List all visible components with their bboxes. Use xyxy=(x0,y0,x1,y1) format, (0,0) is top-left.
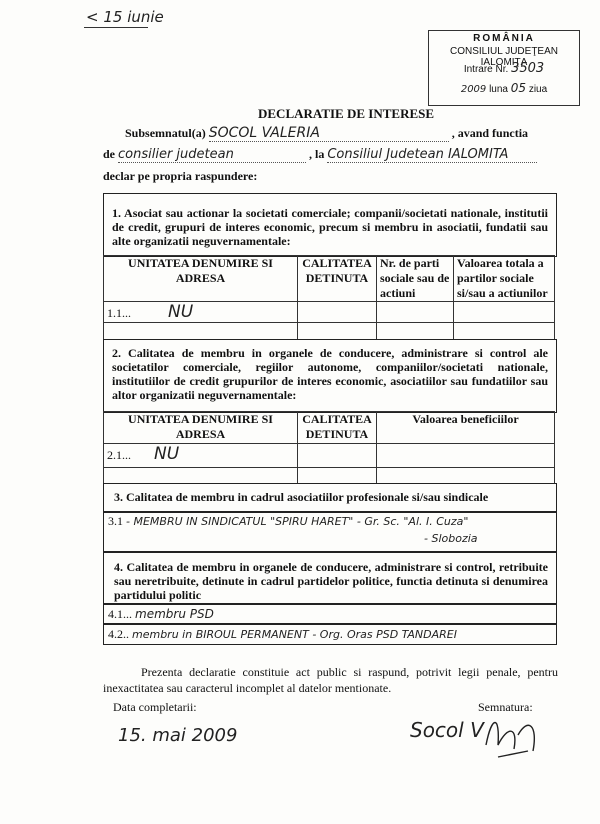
cell-empty xyxy=(377,302,454,323)
stamp-year: 2009 xyxy=(460,84,487,95)
section-4-text: 4. Calitatea de membru in organele de conducere, administrare si control, retribuite sau neretribuite, detinute in cadrul partidelor politice, functia detinuta si denumirea partidului politic xyxy=(114,560,548,602)
table-row xyxy=(104,444,555,468)
stamp-country: ROMÂNIA xyxy=(473,33,535,44)
section-4-box xyxy=(103,551,557,605)
cell-empty xyxy=(298,323,377,340)
top-note: < 15 iunie xyxy=(86,8,164,26)
row-value: NU xyxy=(168,302,194,322)
row-value: - MEMBRU IN SINDICATUL "SPIRU HARET" - Gr. Sc. "Al. I. Cuza" xyxy=(126,515,469,528)
intro-line-1 xyxy=(125,125,565,142)
table-header-row xyxy=(104,256,555,302)
date-label: Data completarii: xyxy=(113,700,197,714)
section-1-text: 1. Asociat sau actionar la societati comerciale; companii/societati nationale, institutii de credit, grupuri de interes economic, precum si membru in asociatii, fundatii sau alte organizatii neguvernamentale: xyxy=(112,206,548,248)
footer-statement: Prezenta declaratie constituie act public si raspund, potrivit legii penale, pentru inexactitatea sau caracterul incomplet al datelor mentionate. xyxy=(103,665,558,695)
row-value: membru PSD xyxy=(135,607,214,621)
col-calitatea: CALITATEA DETINUTA xyxy=(298,256,377,302)
declar-text: declar pe propria raspundere: xyxy=(103,169,258,183)
stamp-date-line xyxy=(429,81,579,95)
section-3-box xyxy=(103,483,557,513)
col-nr-parti: Nr. de parti sociale sau de actiuni xyxy=(377,256,454,302)
subsemnatul-label: Subsemnatul(a) xyxy=(125,126,206,140)
section-1-table xyxy=(103,255,555,340)
section-2-text: 2. Calitatea de membru in organele de conducere, administrare si control ale societatilor comerciale, regiilor autonome, companiilor/societati nationale, institutiilor de credit grupurilor de interes economic, asociatiilor sau fundatiilor sau altor organizatii neguvernamentale: xyxy=(112,346,548,402)
cell-empty xyxy=(377,323,454,340)
note-underline xyxy=(84,27,148,28)
table-header-row xyxy=(104,412,555,444)
col-valoarea-totala: Valoarea totala a partilor sociale si/sau a actiunilor xyxy=(454,256,555,302)
avand-functia-label: , avand functia xyxy=(451,126,529,140)
date-value: 15. mai 2009 xyxy=(118,725,238,746)
section-2-table xyxy=(103,411,555,484)
declarant-function: consilier judetean xyxy=(118,147,306,163)
la-label: , la xyxy=(309,147,325,161)
row-label: 4.2.. xyxy=(108,627,129,641)
cell-empty xyxy=(298,468,377,484)
registration-stamp xyxy=(428,30,580,106)
stamp-day-label: ziua xyxy=(528,84,548,95)
stamp-council: CONSILIUL JUDEŢEAN IALOMIŢA xyxy=(450,46,558,68)
section-2-box xyxy=(103,339,557,413)
stamp-entry-label: Intrare Nr. xyxy=(463,64,509,75)
col-unitatea: UNITATEA DENUMIRE SI ADRESA xyxy=(104,256,298,302)
row-value: membru in BIROUL PERMANENT - Org. Oras PSD TANDAREI xyxy=(132,628,457,641)
cell-empty xyxy=(377,468,555,484)
stamp-entry-line xyxy=(429,61,579,76)
col-valoarea-beneficiilor: Valoarea beneficiilor xyxy=(377,412,555,444)
cell-empty xyxy=(377,444,555,468)
declarant-name: SOCOL VALERIA xyxy=(209,125,449,142)
section-1-box xyxy=(103,193,557,257)
declarant-institution: Consiliul Judetean IALOMITA xyxy=(327,147,537,163)
table-row xyxy=(104,323,555,340)
signature-value: Socol V xyxy=(410,718,484,742)
de-label: de xyxy=(103,147,115,161)
section-4-entry-1 xyxy=(103,603,557,625)
cell-empty xyxy=(298,444,377,468)
row-label: 4.1... xyxy=(108,607,132,621)
cell-row-2-1 xyxy=(104,444,298,468)
row-label: 1.1... xyxy=(107,306,131,320)
signature-scribble-icon xyxy=(478,705,558,765)
col-calitatea: CALITATEA DETINUTA xyxy=(298,412,377,444)
intro-line-2 xyxy=(103,147,573,163)
cell-empty xyxy=(454,302,555,323)
row-label: 2.1... xyxy=(107,448,131,462)
col-unitatea: UNITATEA DENUMIRE SI ADRESA xyxy=(104,412,298,444)
document-title: DECLARATIE DE INTERESE xyxy=(258,106,435,121)
stamp-month-label: luna xyxy=(489,84,508,95)
cell-row-1-1 xyxy=(104,302,298,323)
table-row xyxy=(104,302,555,323)
cell-empty xyxy=(104,468,298,484)
row-value: NU xyxy=(154,444,180,464)
section-3-text: 3. Calitatea de membru in cadrul asociatiilor profesionale si/sau sindicale xyxy=(114,490,489,504)
cell-empty xyxy=(298,302,377,323)
table-row xyxy=(104,468,555,484)
row-value-continued: - Slobozia xyxy=(424,532,478,545)
cell-empty xyxy=(454,323,555,340)
stamp-entry-number: 3503 xyxy=(511,61,545,76)
stamp-month: 05 xyxy=(510,81,527,95)
signature-label: Semnatura: xyxy=(478,700,533,714)
cell-empty xyxy=(104,323,298,340)
section-3-entry xyxy=(103,511,557,553)
row-label: 3.1 xyxy=(108,514,123,528)
section-4-entry-2 xyxy=(103,623,557,645)
